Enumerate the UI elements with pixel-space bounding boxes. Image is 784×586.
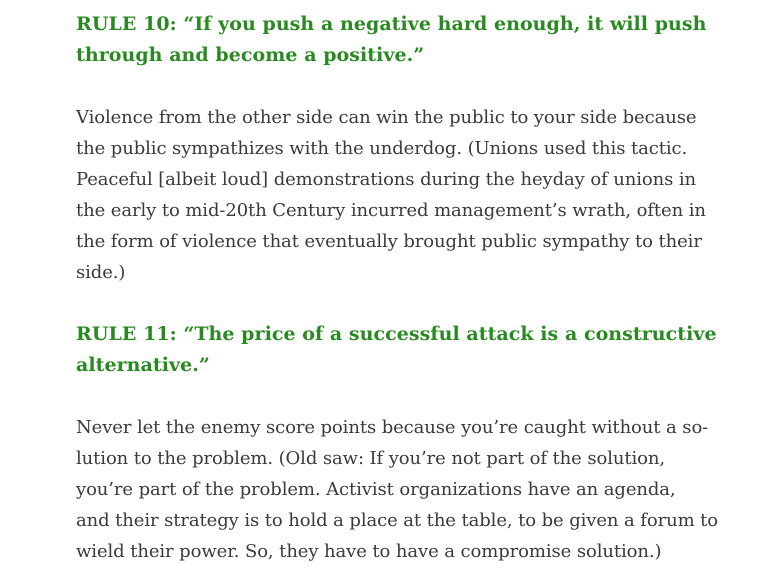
rule-10-body-line: side.): [76, 262, 126, 283]
rule-10-body-line: the public sympathizes with the underdog. (Unions used this tactic.: [76, 138, 688, 159]
spacer: [76, 71, 712, 102]
rule-10-body-line: Violence from the other side can win the public to your side because: [76, 107, 697, 128]
rule-10-body-line: the early to mid-20th Century incurred management’s wrath, often in: [76, 200, 706, 221]
rule-11-body-line: wield their power. So, they have to have a compromise solution.): [76, 541, 662, 562]
rule-11-heading-line: RULE 11: “The price of a successful attack is a constructive: [76, 323, 717, 345]
rule-10-body-line: the form of violence that eventually brought public sympathy to their: [76, 231, 702, 252]
rule-11-body: [76, 412, 719, 567]
rule-10-body: [76, 102, 712, 288]
rule-10-body-line: Peaceful [albeit loud] demonstrations during the heyday of unions in: [76, 169, 697, 190]
rule-10-heading: [76, 9, 712, 71]
rule-11-body-line: you’re part of the problem. Activist organizations have an agenda,: [76, 479, 676, 500]
rule-11-heading: [76, 319, 717, 381]
rule-10-heading-line: RULE 10: “If you push a negative hard enough, it will push: [76, 13, 707, 35]
spacer: [76, 381, 712, 412]
spacer: [76, 288, 712, 319]
rule-11-body-line: and their strategy is to hold a place at the table, to be given a forum to: [76, 510, 719, 531]
rule-11-heading-line: alternative.”: [76, 354, 210, 376]
rule-11-body-line: lution to the problem. (Old saw: If you’re not part of the solution,: [76, 448, 666, 469]
rule-10-heading-line: through and become a positive.”: [76, 44, 425, 66]
rule-11-body-line: Never let the enemy score points because you’re caught without a so-: [76, 417, 709, 438]
article-content: [76, 9, 719, 567]
